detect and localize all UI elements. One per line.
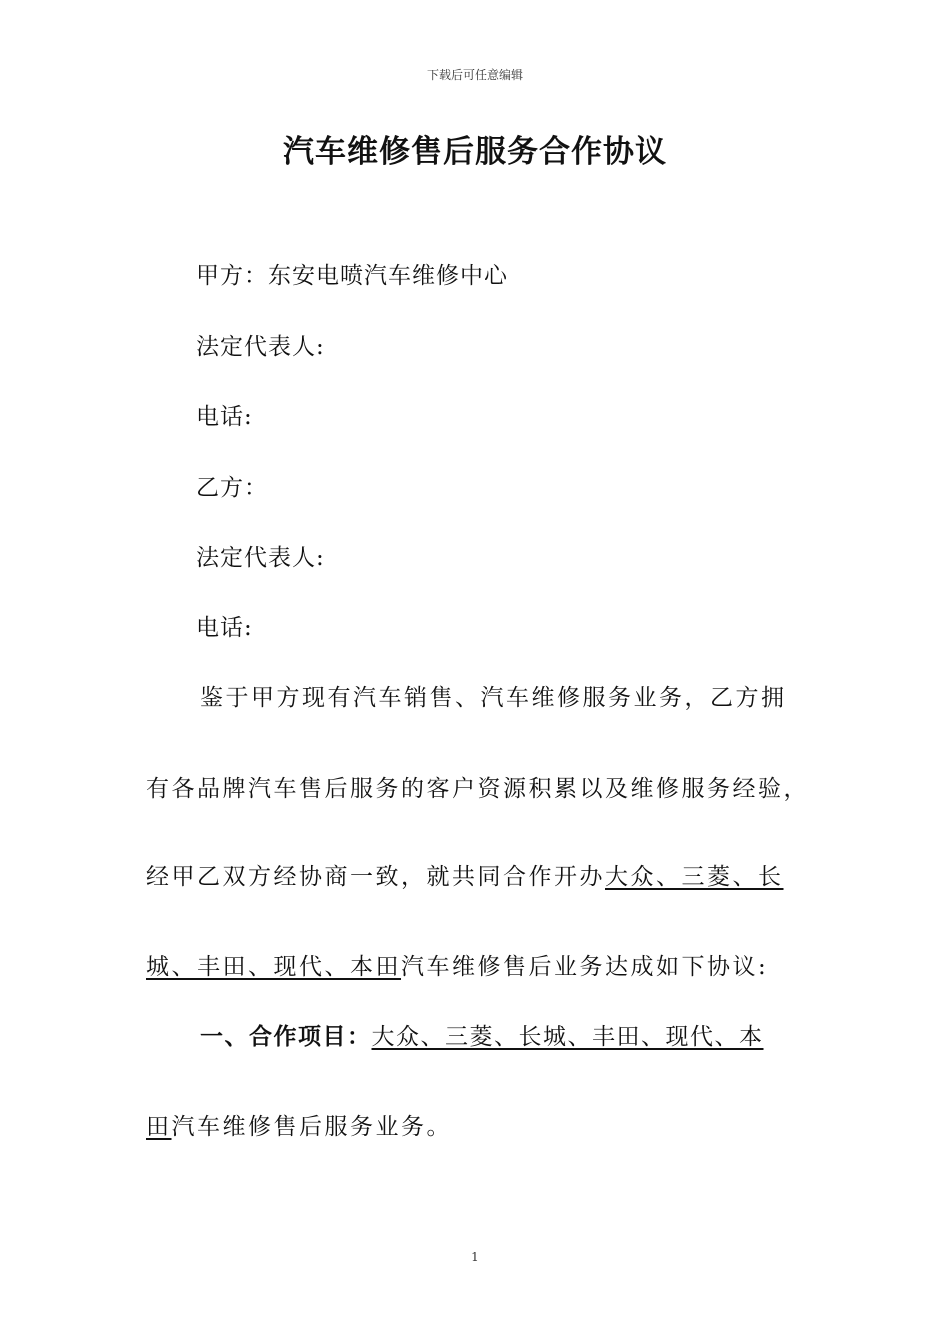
document-title: 汽车维修售后服务合作协议 [283, 134, 667, 170]
party-a-representative: 法定代表人: [196, 334, 325, 360]
intro-line-2: 有各品牌汽车售后服务的客户资源积累以及维修服务经验， [146, 776, 809, 802]
party-a-phone: 电话: [196, 404, 253, 430]
section-1-line-2-text: 汽车维修售后服务业务。 [171, 1114, 452, 1140]
intro-line-4-text: 汽车维修售后业务达成如下协议: [401, 954, 769, 980]
section-1-heading: 一、合作项目： [200, 1024, 372, 1050]
party-a-line: 甲方：东安电喷汽车维修中心 [196, 263, 508, 289]
intro-line-3 [146, 858, 784, 891]
page-number: 1 [471, 1250, 479, 1264]
intro-brands-underlined-2: 城、丰田、现代、本田 [146, 954, 401, 980]
intro-line-4 [146, 948, 768, 981]
section-1-line-2 [146, 1108, 452, 1141]
header-note: 下载后可任意编辑 [426, 68, 523, 82]
section-1-brand-tail-underlined: 田 [146, 1114, 172, 1140]
section-1-line-1 [200, 1018, 764, 1051]
intro-brands-underlined-1: 大众、三菱、长 [605, 864, 784, 890]
party-b-line: 乙方： [196, 475, 268, 501]
section-1-brands-underlined: 大众、三菱、长城、丰田、现代、本 [371, 1024, 764, 1050]
party-b-phone: 电话: [196, 615, 253, 641]
intro-line-3-text: 经甲乙双方经协商一致，就共同合作开办 [146, 864, 605, 890]
party-b-representative: 法定代表人: [196, 545, 325, 571]
intro-line-1: 鉴于甲方现有汽车销售、汽车维修服务业务，乙方拥 [200, 685, 787, 711]
